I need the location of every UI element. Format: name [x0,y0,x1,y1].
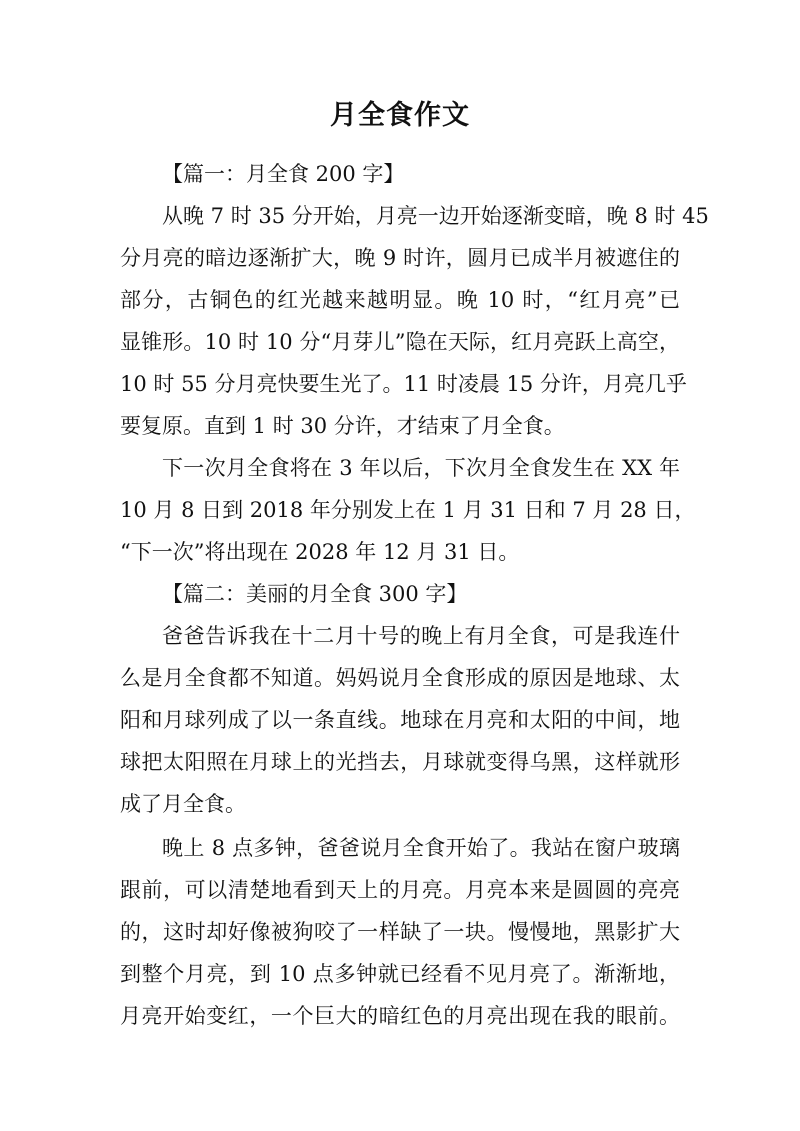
paragraph-line: 下一次月全食将在 3 年以后，下次月全食发生在 XX 年 [162,456,680,480]
paragraph-line: 么是月全食都不知道。妈妈说月全食形成的原因是地球、太 [120,666,680,690]
paragraph-line: 阳和月球列成了以一条直线。地球在月亮和太阳的中间，地 [120,708,680,732]
paragraph-line: 从晚 7 时 35 分开始，月亮一边开始逐渐变暗，晚 8 时 45 [162,204,709,228]
paragraph-line: 分月亮的暗边逐渐扩大，晚 9 时许，圆月已成半月被遮住的 [120,246,680,270]
paragraph-line: “下一次”将出现在 2028 年 12 月 31 日。 [120,540,520,564]
paragraph-line: 要复原。直到 1 时 30 分许，才结束了月全食。 [120,414,565,438]
paragraph-line: 跟前，可以清楚地看到天上的月亮。月亮本来是圆圆的亮亮 [120,878,680,902]
paragraph-line: 显锥形。10 时 10 分“月芽儿”隐在天际，红月亮跃上高空， [120,330,680,354]
document-title: 月全食作文 [330,100,470,131]
section-heading-2: 【篇二：美丽的月全食 300 字】 [162,582,468,606]
paragraph-line: 爸爸告诉我在十二月十号的晚上有月全食，可是我连什 [162,624,680,648]
paragraph-line: 的，这时却好像被狗咬了一样缺了一块。慢慢地，黑影扩大 [120,920,680,944]
paragraph-line: 部分，古铜色的红光越来越明显。晚 10 时，“红月亮”已 [120,288,680,312]
paragraph-line: 月亮开始变红，一个巨大的暗红色的月亮出现在我的眼前。 [120,1004,680,1028]
paragraph-line: 球把太阳照在月球上的光挡去，月球就变得乌黑，这样就形 [120,750,680,774]
paragraph-line: 成了月全食。 [120,792,246,816]
section-heading-1: 【篇一：月全食 200 字】 [162,162,405,186]
paragraph-line: 到整个月亮，到 10 点多钟就已经看不见月亮了。渐渐地， [120,962,680,986]
paragraph-line: 晚上 8 点多钟，爸爸说月全食开始了。我站在窗户玻璃 [162,836,680,860]
paragraph-line: 10 月 8 日到 2018 年分别发上在 1 月 31 日和 7 月 28 日， [120,498,696,522]
paragraph-line: 10 时 55 分月亮快要生光了。11 时凌晨 15 分许，月亮几乎 [120,372,687,396]
